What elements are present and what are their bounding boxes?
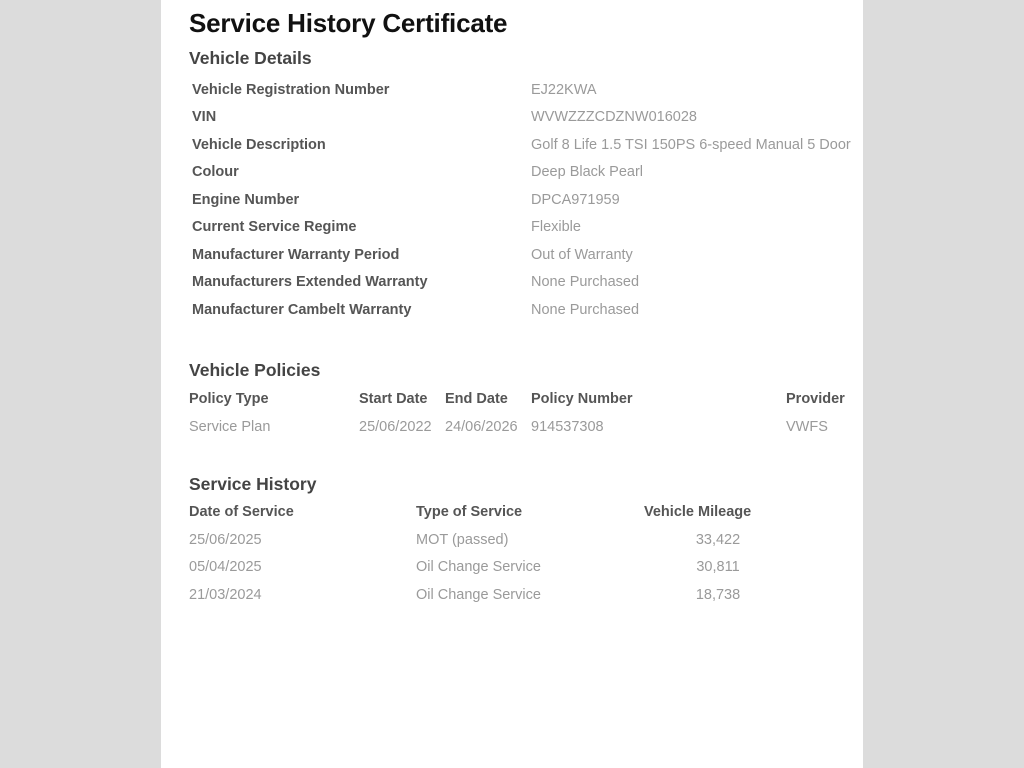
history-row-3-date: 21/03/2024: [189, 587, 262, 603]
detail-label-warranty-period: Manufacturer Warranty Period: [192, 247, 400, 263]
policy-type-value: Service Plan: [189, 419, 271, 435]
history-row-1-mileage: 33,422: [695, 532, 741, 548]
vehicle-details-heading: Vehicle Details: [189, 48, 312, 68]
history-row-2-mileage: 30,811: [696, 559, 740, 575]
service-history-heading: Service History: [189, 474, 317, 494]
detail-label-colour: Colour: [192, 164, 239, 180]
detail-value-colour: Deep Black Pearl: [531, 164, 644, 180]
detail-label-cambelt-warranty: Manufacturer Cambelt Warranty: [192, 302, 412, 318]
history-col-date: Date of Service: [189, 504, 294, 520]
history-row-3-mileage: 18,738: [695, 587, 741, 603]
detail-label-description: Vehicle Description: [192, 137, 326, 153]
vehicle-policies-heading: Vehicle Policies: [189, 360, 321, 380]
history-row-1-date: 25/06/2025: [189, 532, 262, 548]
detail-value-extended-warranty: None Purchased: [531, 274, 640, 290]
history-row-2-type: Oil Change Service: [416, 559, 541, 575]
detail-label-extended-warranty: Manufacturers Extended Warranty: [192, 274, 428, 290]
certificate-page: [161, 0, 863, 768]
policy-col-start-date: Start Date: [359, 391, 428, 407]
detail-value-description: Golf 8 Life 1.5 TSI 150PS 6-speed Manual 5 Door: [531, 137, 851, 153]
detail-value-service-regime: Flexible: [531, 219, 581, 235]
policy-col-end-date: End Date: [445, 391, 508, 407]
detail-value-registration: EJ22KWA: [531, 82, 597, 98]
policy-start-date-value: 25/06/2022: [359, 419, 432, 435]
policy-provider-value: VWFS: [786, 419, 828, 435]
history-col-mileage: Vehicle Mileage: [644, 504, 752, 520]
detail-value-warranty-period: Out of Warranty: [531, 247, 633, 263]
history-row-1-type: MOT (passed): [416, 532, 509, 548]
policy-col-number: Policy Number: [531, 391, 633, 407]
history-col-type: Type of Service: [416, 504, 523, 520]
detail-label-registration: Vehicle Registration Number: [192, 82, 390, 98]
history-row-3-type: Oil Change Service: [416, 587, 541, 603]
detail-value-engine-number: DPCA971959: [531, 192, 620, 208]
detail-label-service-regime: Current Service Regime: [192, 219, 357, 235]
detail-value-vin: WVWZZZCDZNW016028: [531, 109, 697, 125]
policy-col-type: Policy Type: [189, 391, 269, 407]
detail-value-cambelt-warranty: None Purchased: [531, 302, 640, 318]
certificate-title: Service History Certificate: [189, 8, 508, 38]
policy-end-date-value: 24/06/2026: [445, 419, 518, 435]
detail-label-engine-number: Engine Number: [192, 192, 300, 208]
detail-label-vin: VIN: [192, 109, 217, 125]
policy-col-provider: Provider: [786, 391, 845, 407]
history-row-2-date: 05/04/2025: [189, 559, 262, 575]
policy-number-value: 914537308: [531, 419, 604, 435]
